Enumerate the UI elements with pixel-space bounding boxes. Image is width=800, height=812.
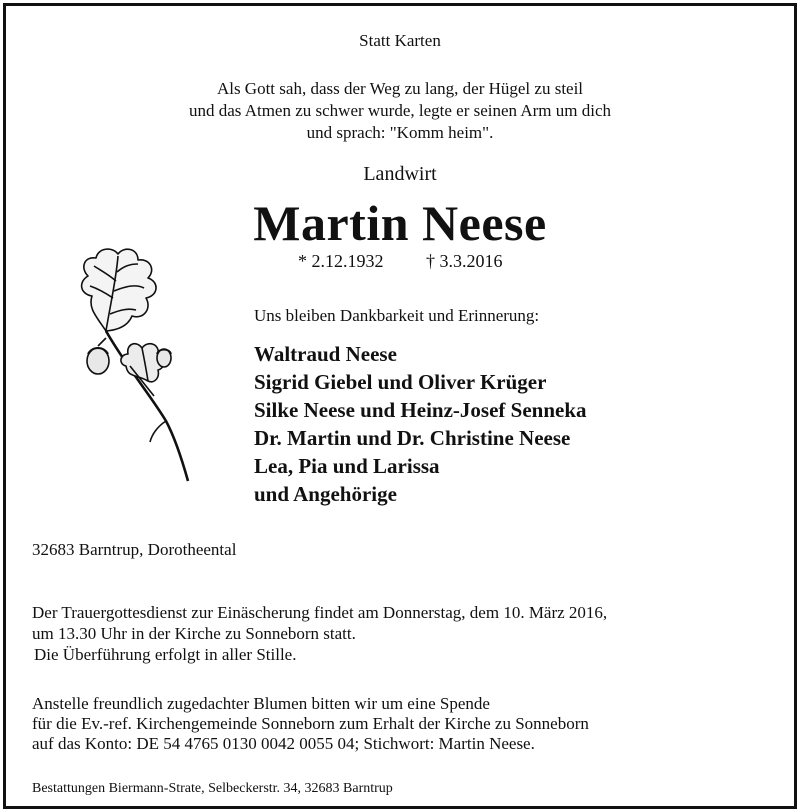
mourner-name: Dr. Martin und Dr. Christine Neese <box>254 426 571 450</box>
donation-line: Anstelle freundlich zugedachter Blumen bitten wir um eine Spende <box>32 694 490 713</box>
occupation: Landwirt <box>363 163 437 185</box>
mourners-list <box>254 340 587 508</box>
family-address: 32683 Barntrup, Dorotheental <box>32 540 237 559</box>
service-line: Die Überführung erfolgt in aller Stille. <box>34 645 297 664</box>
service-line: Der Trauergottesdienst zur Einäscherung findet am Donnerstag, dem 10. März 2016, <box>32 603 608 622</box>
mourner-name: Silke Neese und Heinz-Josef Senneka <box>254 398 587 422</box>
mourner-name: Sigrid Giebel und Oliver Krüger <box>254 370 547 394</box>
obituary-frame <box>3 3 797 809</box>
birth-date: * 2.12.1932 <box>298 251 384 271</box>
undertaker-info: Bestattungen Biermann-Strate, Selbeckerstr. 34, 32683 Barntrup <box>32 781 393 796</box>
deceased-name: Martin Neese <box>253 195 547 251</box>
mourners-intro: Uns bleiben Dankbarkeit und Erinnerung: <box>254 306 540 325</box>
funeral-service-notice <box>32 602 607 665</box>
oak-leaf-icon <box>66 246 196 486</box>
poem-line: und das Atmen zu schwer wurde, legte er seinen Arm um dich <box>188 101 612 120</box>
donation-notice <box>32 694 589 754</box>
mourner-name: Waltraud Neese <box>254 342 397 366</box>
death-date: † 3.3.2016 <box>426 251 503 271</box>
service-line: um 13.30 Uhr in der Kirche zu Sonneborn statt. <box>32 624 356 643</box>
mourner-name: und Angehörige <box>254 482 397 506</box>
poem <box>6 78 794 144</box>
poem-line: und sprach: "Komm heim". <box>306 123 494 142</box>
poem-line: Als Gott sah, dass der Weg zu lang, der Hügel zu steil <box>216 79 584 98</box>
donation-line: auf das Konto: DE 54 4765 0130 0042 0055 04; Stichwort: Martin Neese. <box>32 734 535 753</box>
statt-karten-heading: Statt Karten <box>359 31 441 50</box>
mourner-name: Lea, Pia und Larissa <box>254 454 440 478</box>
donation-line: für die Ev.-ref. Kirchengemeinde Sonneborn zum Erhalt der Kirche zu Sonneborn <box>32 714 589 733</box>
